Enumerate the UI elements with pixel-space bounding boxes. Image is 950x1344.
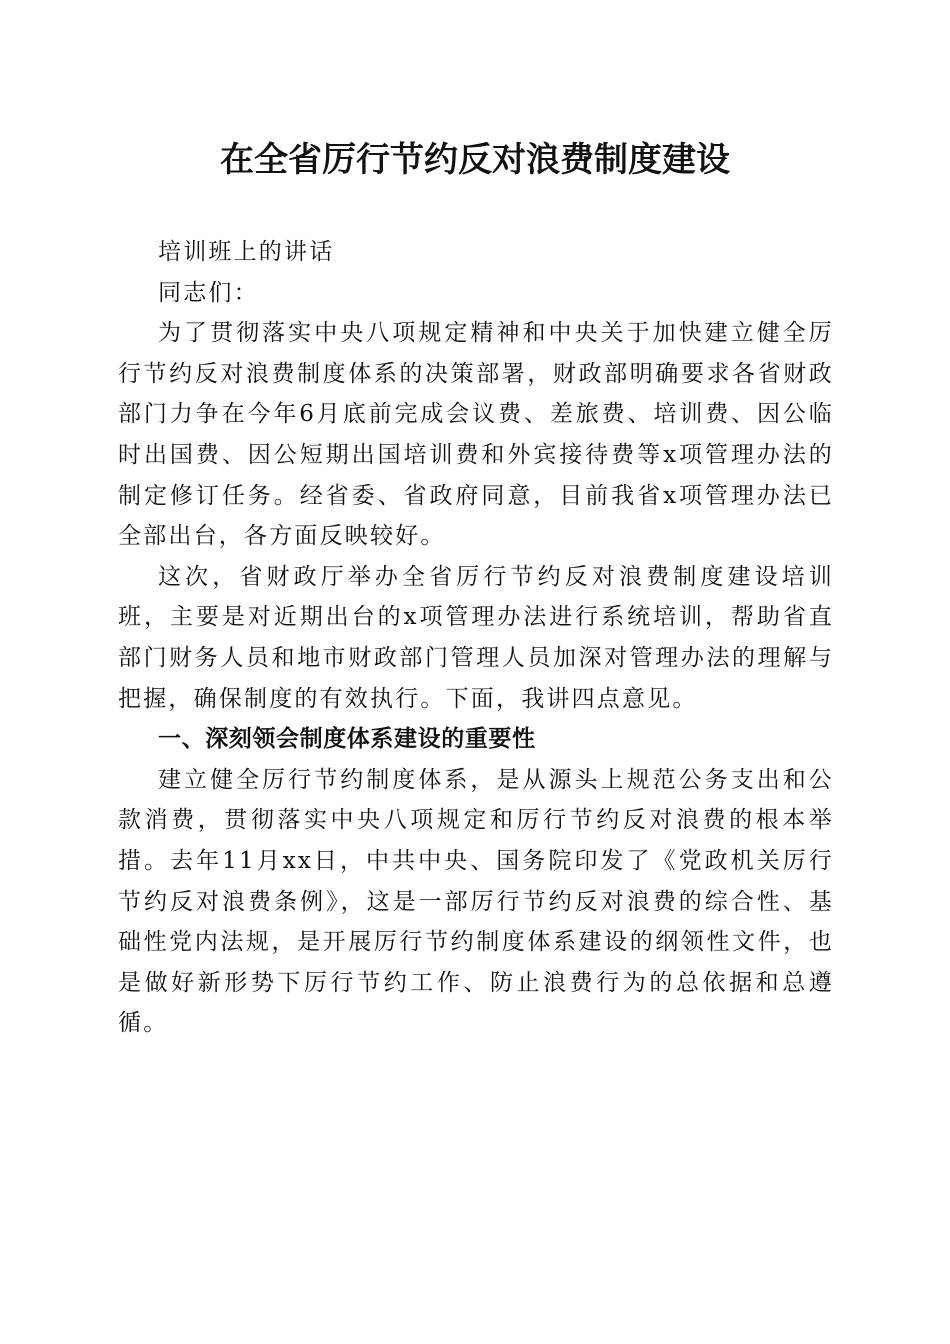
- document-subtitle: 培训班上的讲话: [158, 239, 335, 265]
- salutation: 同志们：: [158, 279, 259, 306]
- paragraph-intro: 为了贯彻落实中央八项规定精神和中央关于加快建立健全厉行节约反对浪费制度体系的决策部署，财政部明确要求各省财政部门力争在今年6月底前完成会议费、差旅费、培训费、因公临时出国费、因公短期出国培训费和外宾接待费等x项管理办法的制定修订任务。经省委、省政府同意，目前我省x项管理办法已全部出台，各方面反映较好。: [118, 320, 834, 550]
- section-heading: 一、深刻领会制度体系建设的重要性: [158, 726, 536, 753]
- paragraph-training: 这次，省财政厅举办全省厉行节约反对浪费制度建设培训班，主要是对近期出台的x项管理办法进行系统培训，帮助省直部门财务人员和地市财政部门管理人员加深对管理办法的理解与把握，确保制度的有效执行。下面，我讲四点意见。: [118, 563, 834, 712]
- document-title: 在全省厉行节约反对浪费制度建设: [220, 140, 730, 180]
- document-body: [118, 232, 834, 1044]
- paragraph-section-1: 建立健全厉行节约制度体系，是从源头上规范公务支出和公款消费，贯彻落实中央八项规定和厉行节约反对浪费的根本举措。去年11月xx日，中共中央、国务院印发了《党政机关厉行节约反对浪费条例》，这是一部厉行节约反对浪费的综合性、基础性党内法规，是开展厉行节约制度体系建设的纲领性文件，也是做好新形势下厉行节约工作、防止浪费行为的总依据和总遵循。: [118, 766, 834, 1037]
